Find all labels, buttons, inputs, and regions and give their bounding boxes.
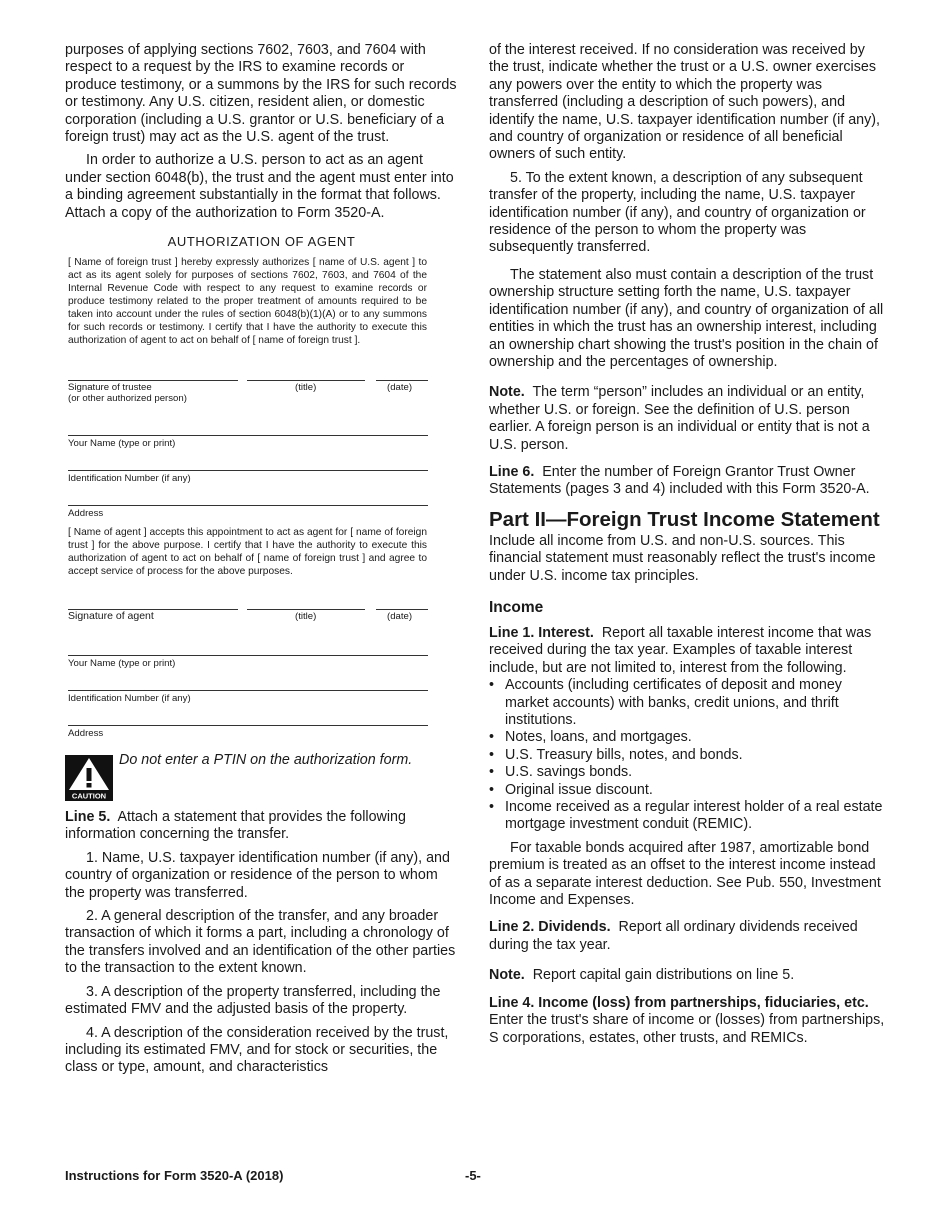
caution-text: Do not enter a PTIN on the authorization form.: [119, 752, 413, 769]
your-name-field: Your Name (type or print): [68, 435, 428, 449]
list-item: • Income received as a regular interest holder of a real estate mortgage investment conduit (REMIC).: [489, 799, 883, 833]
caution-note: [65, 752, 458, 801]
list-item: 5. To the extent known, a description of any subsequent transfer of the property, including the name, U.S. taxpayer identification number (if any), and country of organization or residence of the person to whom the property was subsequently transferred.: [489, 169, 866, 256]
line4-label: Line 4. Income (loss) from partnerships, fiduciaries, etc.: [489, 994, 869, 1011]
line6-paragraph: [489, 464, 885, 499]
list-item: 2. A general description of the transfer, and any broader transaction of which it forms a part, including a chronology of the transfers involved and an identification of the other parties to the transaction to the extent known.: [65, 908, 456, 977]
interest-bullet-list: [489, 677, 885, 834]
note-text: The term “person” includes an individual or an entity, whether U.S. or foreign. See the definition of U.S. person earlier. A foreign person is an individual or entity that is not a U.S. person.: [489, 384, 870, 453]
identification-number-field: Identification Number (if any): [68, 690, 428, 704]
line1-text: Report all taxable interest income that was received during the tax year. Examples of taxable interest include, but are not limited to, interest from the following.: [489, 624, 872, 676]
paragraph: In order to authorize a U.S. person to act as an agent under section 6048(b), the trust and the agent must enter into a binding agreement substantially in the format that follows. Attach a copy of the authorization to Form 3520-A.: [65, 152, 454, 221]
paragraph: For taxable bonds acquired after 1987, amortizable bond premium is treated as an offset to the interest income instead of as a separate interest deduction. See Pub. 550, Investment Income and Expenses.: [489, 839, 881, 909]
address-field: Address: [68, 505, 428, 519]
paragraph: of the interest received. If no consideration was received by the trust, indicate whether the trust or a U.S. owner exercises any powers over the entity to which the property was transferred (including a description of such powers), and identify the name, U.S. taxpayer identification number (if any), and country of organization or residence of all beneficial owners of such entity.: [489, 42, 880, 163]
authorization-text: [ Name of foreign trust ] hereby expressly authorizes [ name of U.S. agent ] to act as its agent solely for purposes of sections 7602, 7603, and 7604 of the Internal Revenue Code with respect to any request to examine records or produce testimony related to the proper treatment of amounts required to be taken into account under the rules of section 6048(b)(1)(A) or to any summons for such records or testimony. I certify that I have the authority to execute this authorization of agent to act on behalf of [ name of foreign trust ].: [68, 257, 427, 346]
agent-acceptance-text: [ Name of agent ] accepts this appointment to act as agent for [ name of foreign trust ] for the above purpose. I certify that I have the authority to execute this authorization of agent to act on behalf of [ name of foreign trust ] and agree to accept service of process for the above purposes.: [68, 527, 427, 578]
address-field: Address: [68, 725, 428, 739]
line1-label: Line 1. Interest.: [489, 624, 594, 641]
list-item: • U.S. savings bonds.: [489, 764, 633, 781]
caution-icon: [65, 755, 113, 801]
list-item: • U.S. Treasury bills, notes, and bonds.: [489, 746, 743, 763]
line2-paragraph: [489, 919, 885, 954]
signature-agent-label: Signature of agent: [68, 610, 154, 623]
line5-paragraph: [65, 809, 458, 844]
footer-title: Instructions for Form 3520-A (2018): [65, 1168, 284, 1183]
note-label: Note.: [489, 967, 525, 984]
title-label: (title): [295, 611, 317, 623]
income-heading: Income: [489, 598, 544, 616]
part2-heading: Part II—Foreign Trust Income Statement: [489, 507, 880, 531]
list-item: 1. Name, U.S. taxpayer identification number (if any), and country of organization or residence of the person to whom the property was transferred.: [65, 849, 450, 901]
your-name-field: Your Name (type or print): [68, 655, 428, 669]
line4-text: Enter the trust's share of income or (losses) from partnerships, S corporations, estates, other trusts, and REMICs.: [489, 1012, 885, 1046]
line1-paragraph: [489, 625, 885, 677]
svg-text:CAUTION: CAUTION: [71, 791, 107, 801]
page-number: -5-: [465, 1168, 481, 1183]
trustee-signature-row: [68, 380, 428, 404]
line6-text: Enter the number of Foreign Grantor Trust Owner Statements (pages 3 and 4) included with this Form 3520-A.: [489, 463, 870, 498]
note-label: Note.: [489, 384, 525, 401]
date-label: (date): [387, 611, 413, 623]
line5-label: Line 5.: [65, 809, 111, 826]
line6-label: Line 6.: [489, 463, 535, 480]
left-column: [65, 42, 458, 1077]
title-label: (title): [295, 382, 317, 394]
signature-trustee-sublabel: (or other authorized person): [68, 393, 187, 405]
paragraph: purposes of applying sections 7602, 7603, and 7604 with respect to a request by the IRS to examine records or produce testimony, or a summons by the IRS for such records or testimony. Any U.S. citizen, resident alien, or domestic corporation (including a U.S. grantor or U.S. beneficiary of a foreign trust) may act as the U.S. agent of the trust.: [65, 42, 457, 146]
agent-signature-row: [68, 609, 428, 633]
line4-paragraph: [489, 995, 885, 1047]
list-item: 3. A description of the property transferred, including the estimated FMV and the adjusted basis of the property.: [65, 983, 441, 1018]
date-label: (date): [387, 382, 413, 394]
list-item: 4. A description of the consideration received by the trust, including its estimated FMV, and for stock or securities, the class or type, amount, and characteristics: [65, 1024, 449, 1076]
note-text: Report capital gain distributions on line 5.: [532, 967, 795, 984]
signature-trustee-label: Signature of trustee: [68, 382, 152, 394]
list-item: • Accounts (including certificates of deposit and money market accounts) with banks, credit unions, and thrift institutions.: [489, 677, 842, 728]
line2-text: Report all ordinary dividends received during the tax year.: [489, 919, 858, 953]
right-column: [489, 42, 885, 1047]
paragraph: The statement also must contain a description of the trust ownership structure setting forth the name, U.S. taxpayer identification number (if any), and country of organization of all entities in which the trust has an ownership interest, including an ownership chart showing the trust's position in the chain of ownership and the percentages of ownership.: [489, 266, 884, 370]
line5-text: Attach a statement that provides the following information concerning the transfer.: [65, 809, 406, 843]
note-paragraph: [489, 384, 885, 454]
list-item: • Original issue discount.: [489, 781, 653, 798]
note-paragraph: [489, 967, 885, 984]
list-item: • Notes, loans, and mortgages.: [489, 729, 692, 746]
identification-number-field: Identification Number (if any): [68, 470, 428, 484]
authorization-title: AUTHORIZATION OF AGENT: [167, 234, 356, 250]
line2-label: Line 2. Dividends.: [489, 919, 611, 936]
paragraph: Include all income from U.S. and non-U.S. sources. This financial statement must reasonably reflect the trust's income under U.S. income tax principles.: [489, 532, 876, 584]
